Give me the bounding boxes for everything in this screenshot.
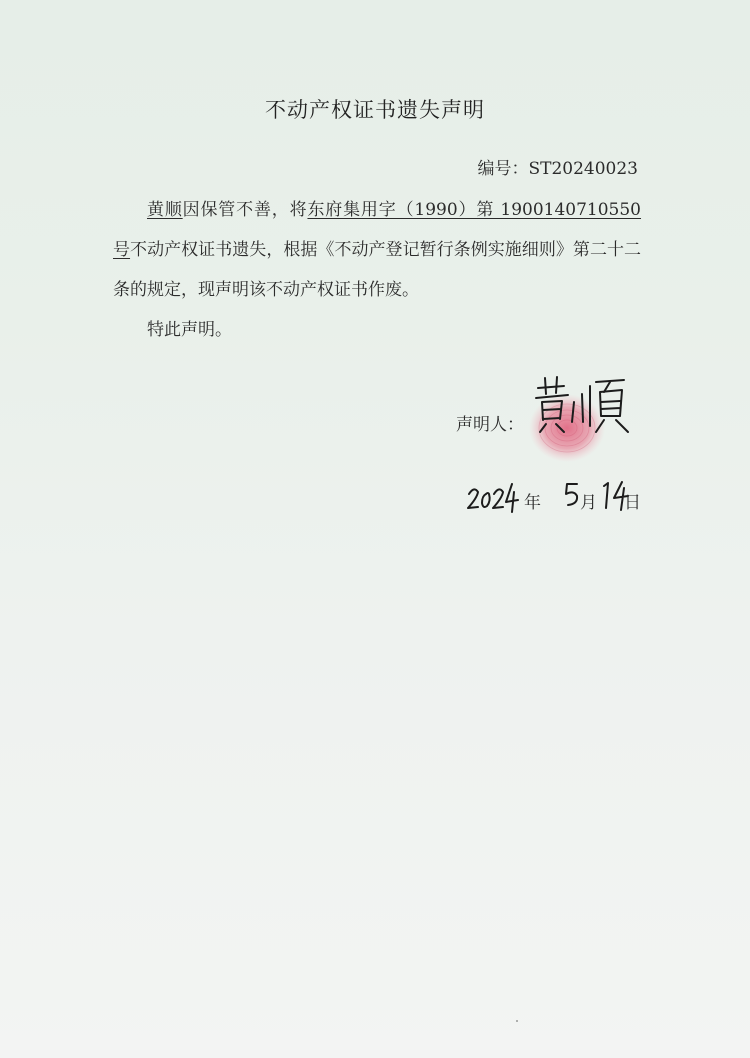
declaration-text-a: 因保管不善，将 xyxy=(182,200,308,220)
day-char: 日 xyxy=(624,493,641,513)
handwritten-signature xyxy=(530,372,635,442)
paper-speck xyxy=(516,1020,518,1022)
owner-name: 黄顺 xyxy=(147,200,183,220)
declaration-text-b: 不动产权证书遗失，根据《不动产登记暂行条例实施细则》第二十二条的规定，现声明该不动产权证书作废。 xyxy=(113,240,642,300)
closing-paragraph: 特此声明。 xyxy=(147,320,232,340)
signing-date xyxy=(460,478,660,518)
document-number: 编号：ST20240023 xyxy=(477,159,638,179)
certificate-number: 东府集用字（1990）第 1900140710550 号 xyxy=(113,200,642,260)
month-char: 月 xyxy=(580,493,597,513)
handwritten-month xyxy=(562,478,582,512)
year-char: 年 xyxy=(524,493,541,513)
declarant-label: 声明人： xyxy=(456,415,524,435)
document-body xyxy=(113,190,641,350)
declaration-paragraph xyxy=(113,190,641,310)
handwritten-year xyxy=(466,480,520,514)
document-title: 不动产权证书遗失声明 xyxy=(265,98,485,122)
